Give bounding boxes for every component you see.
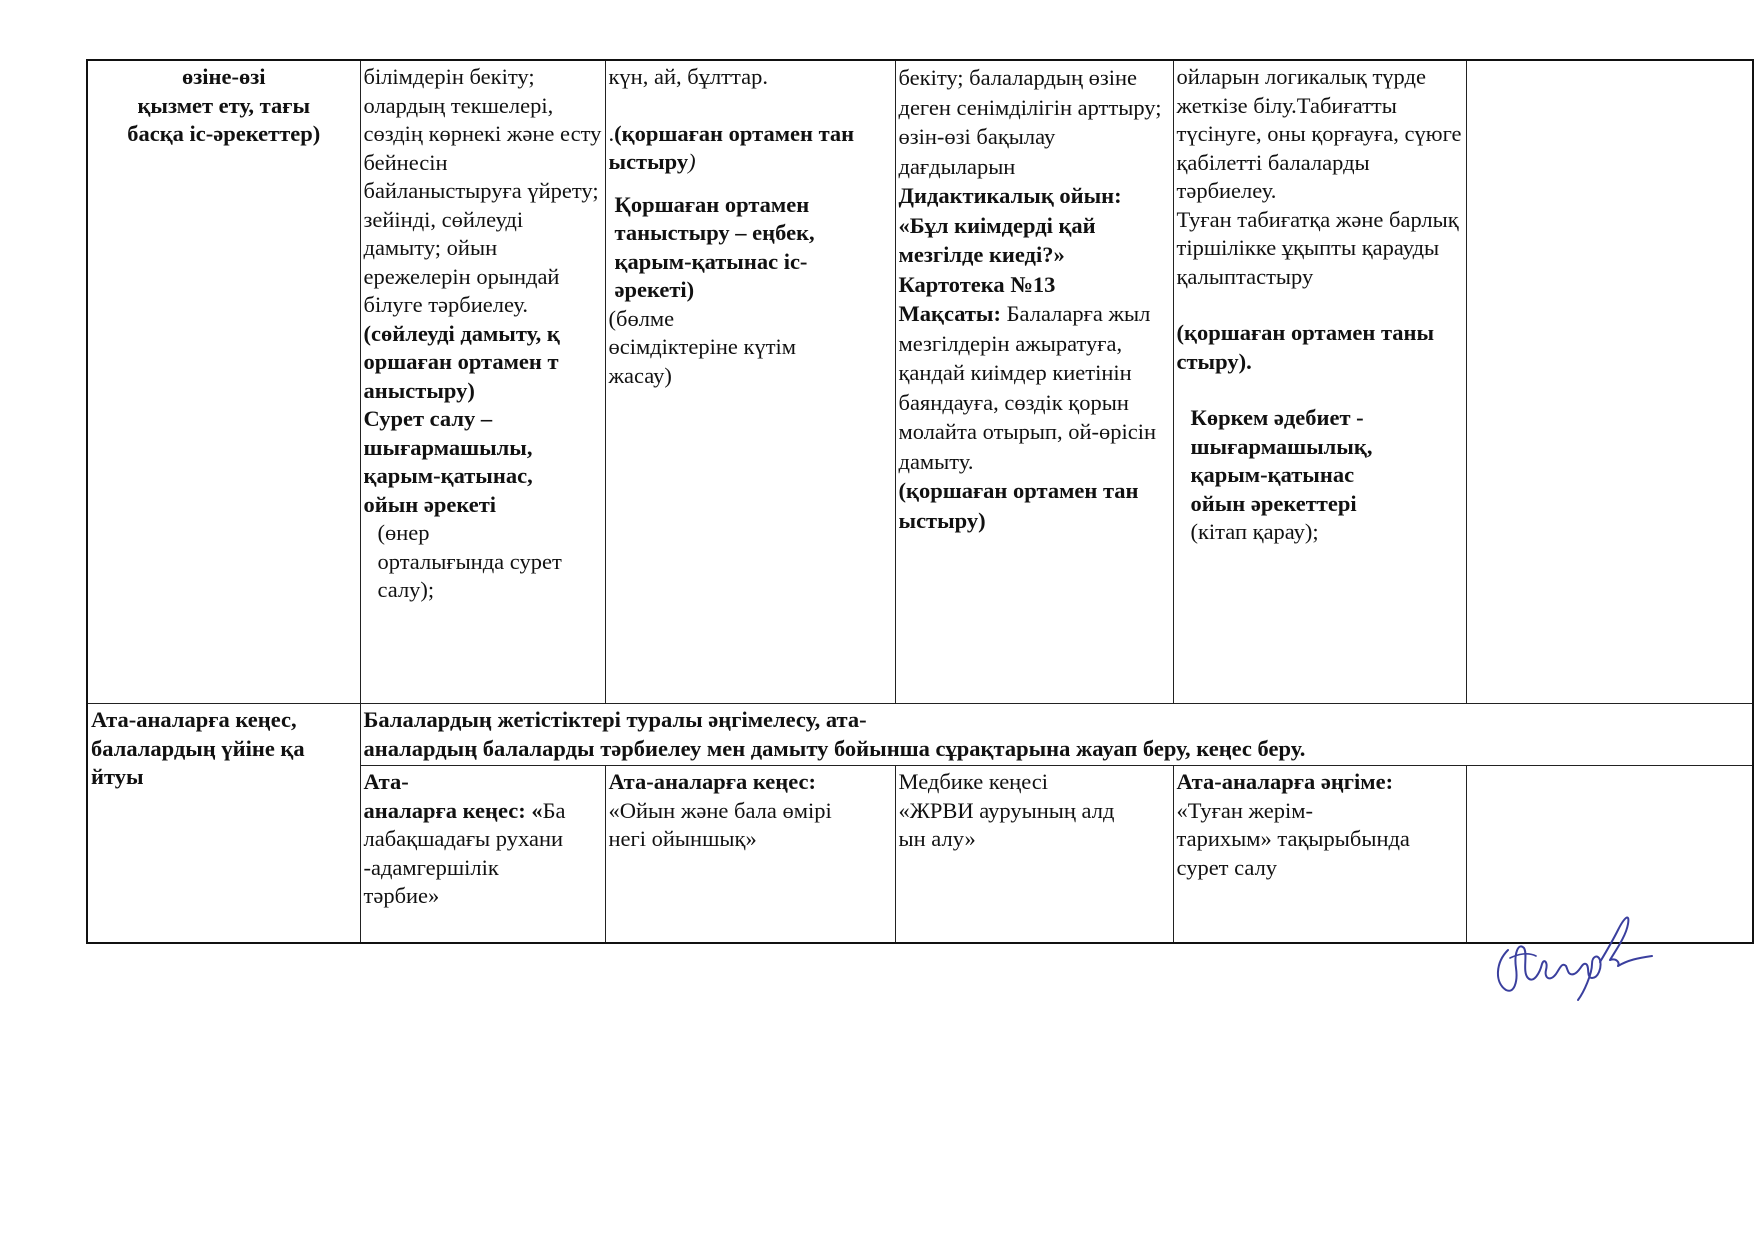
col3-goal-label: Мақсаты: bbox=[898, 301, 1001, 326]
col3-text: бекіту; балалардың өзіне деген сенімділігін арттыру; өзін-өзі бақылау дағдыларын bbox=[898, 65, 1162, 179]
activities-col4-cell bbox=[1173, 60, 1466, 704]
col2-topic-prefix: . bbox=[608, 120, 615, 146]
activities-col1-cell bbox=[360, 60, 605, 704]
col1-bold-topic: (сөйлеуді дамыту, қ оршаған ортамен т аныстыру) bbox=[363, 320, 560, 403]
col3-card: Картотека №13 bbox=[898, 271, 1056, 297]
parents-c3-cell bbox=[895, 766, 1173, 944]
activities-label-cell bbox=[87, 60, 360, 704]
parents-c4-text: «Туған жерім- тарихым» тақырыбында сурет салу bbox=[1176, 797, 1410, 880]
parents-merged-row bbox=[87, 704, 1753, 766]
activities-col2-cell bbox=[605, 60, 895, 704]
parents-c4-cell bbox=[1173, 766, 1466, 944]
col4-text1: ойларын логикалық түрде жеткізе білу.Табиғатты түсінуге, оны қорғауға, сүюге қабілетті балаларды тәрбиелеу. bbox=[1176, 64, 1462, 203]
col3-goal bbox=[899, 299, 1170, 476]
activities-label: өзіне-өзі қызмет ету, тағы басқа іс-әрекеттер) bbox=[127, 64, 321, 146]
col2-bold-activity: Қоршаған ортамен таныстыру – еңбек, қарым-қатынас іс- әрекеті) bbox=[614, 191, 815, 302]
parents-c1-bold: Ата- аналарға кеңес: « bbox=[363, 769, 543, 823]
parents-c4-bold: Ата-аналарға әңгіме: bbox=[1176, 769, 1394, 794]
plan-table-wrapper bbox=[86, 59, 1752, 944]
parents-c2-cell bbox=[605, 766, 895, 944]
signature-icon bbox=[1488, 902, 1658, 1006]
parents-merged-text: Балалардың жетістіктері туралы әңгімелесу, ата- аналардың балаларды тәрбиелеу мен дамыту бойынша сұрақтарына жауап беру, кеңес беру. bbox=[363, 707, 1306, 761]
plan-table bbox=[86, 59, 1754, 944]
col3-game-title: «Бұл киімдерді қай мезгілде киеді?» bbox=[898, 212, 1096, 267]
col2-text: күн, ай, бұлттар. bbox=[608, 64, 768, 89]
parents-c1-cell bbox=[360, 766, 605, 944]
col3-game-label: Дидактикалық ойын: bbox=[898, 183, 1122, 208]
parents-c2-bold: Ата-аналарға кеңес: bbox=[608, 769, 816, 794]
col2-topic bbox=[609, 120, 892, 177]
parents-label-cell bbox=[87, 704, 360, 944]
activities-col3-cell bbox=[895, 60, 1173, 704]
col2-topic-suffix: ) bbox=[688, 149, 696, 174]
activities-col5-cell bbox=[1466, 60, 1753, 704]
col3-bold-end: (қоршаған ортамен тан ыстыру) bbox=[898, 478, 1139, 533]
activities-row bbox=[87, 60, 1753, 704]
col3-goal-text: Балаларға жыл мезгілдерін ажыратуға, қандай киімдер киетінін баяндауға, сөздік қорын молайта отырып, ой-өрісін дамыту. bbox=[898, 301, 1157, 474]
parents-label: Ата-аналарға кеңес, балалардың үйіне қа йтуы bbox=[91, 707, 305, 789]
col2-note: (бөлме өсімдіктеріне күтім жасау) bbox=[608, 305, 797, 388]
col4-text2: Туған табиғатқа және барлық тіршілікке ұқыпты қарауды қалыптастыру bbox=[1176, 206, 1459, 289]
col1-text: білімдерін бекіту; олардың текшелері, сөздің көрнекі және есту бейнесін байланыстыруға үйрету; зейінді, сөйлеуді дамыту; ойын ережелерін орындай білуге тәрбиелеу. bbox=[363, 64, 602, 317]
parents-c3-text: Медбике кеңесі «ЖРВИ ауруының алд ын алу» bbox=[898, 769, 1115, 851]
col4-note: (кітап қарау); bbox=[1190, 519, 1319, 544]
parents-c2-text: «Ойын және бала өмірі негі ойыншық» bbox=[608, 797, 832, 851]
parents-c1-text: Ба лабақшадағы рухани -адамгершілік тәрбие» bbox=[363, 797, 566, 908]
col2-topic-bold: (қоршаған ортамен тан ыстыру bbox=[608, 120, 855, 174]
col1-note: (өнер орталығында сурет салу); bbox=[377, 520, 562, 602]
parents-merged-cell bbox=[360, 704, 1753, 766]
col4-bold-activity: Көркем әдебиет - шығармашылық, қарым-қатынас ойын әрекеттері bbox=[1190, 405, 1373, 516]
col4-bold-topic: (қоршаған ортамен таны стыру). bbox=[1176, 320, 1435, 374]
col1-bold-activity: Сурет салу – шығармашылы, қарым-қатынас, ойын әрекеті bbox=[363, 406, 533, 517]
